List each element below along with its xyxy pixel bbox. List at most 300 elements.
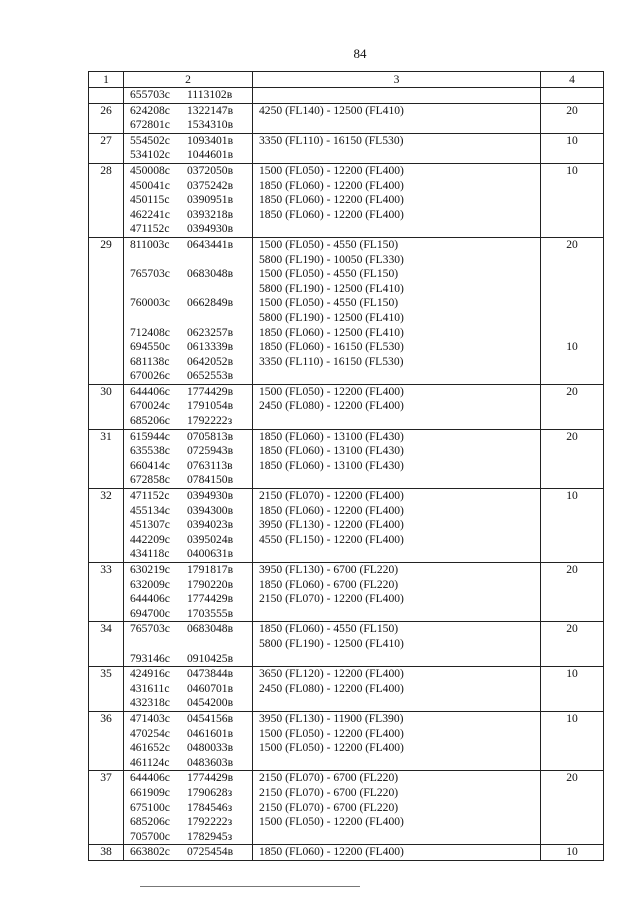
value: [541, 369, 603, 384]
code-cell: [124, 667, 253, 712]
code-b: 0725943в: [187, 444, 234, 458]
code-a: 672801c: [130, 118, 170, 132]
code-pair: [124, 179, 252, 194]
code-a: 470254c: [130, 726, 170, 740]
code-b: 0683048в: [187, 267, 234, 281]
level-range: 2150 (FL070) - 6700 (FL220): [259, 800, 399, 814]
table-row: [89, 563, 604, 622]
code-a: 424916c: [130, 667, 170, 681]
code-a: 554502c: [130, 133, 170, 147]
row-number-cell: [89, 489, 124, 563]
table-body: [89, 88, 604, 861]
value-cell: [541, 845, 604, 861]
code-cell: [124, 845, 253, 861]
level-range: [253, 148, 540, 163]
level-range: 5800 (FL190) - 10050 (FL330): [259, 252, 404, 266]
value-cell: [541, 384, 604, 429]
code-cell: [124, 563, 253, 622]
code-pair: [124, 296, 252, 311]
table-row: [89, 711, 604, 770]
code-cell: [124, 133, 253, 163]
code-a: 655703c: [130, 88, 170, 101]
code-b: 1774429в: [187, 771, 234, 785]
code-cell: [124, 622, 253, 667]
code-b: 0400631в: [187, 547, 234, 561]
code-a: 450115c: [130, 193, 170, 207]
row-number: 29: [100, 237, 112, 251]
level-range: 1850 (FL060) - 12200 (FL400): [259, 845, 404, 859]
code-pair: [124, 267, 252, 282]
code-a: 694700c: [130, 606, 170, 620]
code-b: 0705813в: [187, 429, 234, 443]
value: 20: [566, 771, 578, 785]
table-row: [89, 667, 604, 712]
table-row: [89, 237, 604, 384]
code-pair: [124, 238, 252, 253]
row-number-cell: [89, 237, 124, 384]
code-b: 1782945з: [187, 829, 233, 843]
column-header-2: 2: [124, 72, 253, 88]
code-a: 663802c: [130, 845, 170, 859]
code-cell: [124, 88, 253, 104]
row-number-cell: [89, 88, 124, 104]
code-pair: [124, 311, 252, 326]
code-b: 0394300в: [187, 503, 234, 517]
level-range: 5800 (FL190) - 12500 (FL410): [259, 636, 404, 650]
level-range: 2150 (FL070) - 6700 (FL220): [259, 785, 399, 799]
level-cell: [253, 563, 541, 622]
row-number-cell: [89, 667, 124, 712]
code-pair: [124, 193, 252, 208]
code-a: 705700c: [130, 829, 170, 843]
code-pair: [124, 696, 252, 711]
code-a: 672858c: [130, 473, 170, 487]
code-b: 0652553в: [187, 369, 234, 383]
level-range: 5800 (FL190) - 12500 (FL410): [259, 310, 404, 324]
code-pair: [124, 504, 252, 519]
code-a: 793146c: [130, 651, 170, 665]
code-pair: [124, 607, 252, 622]
level-range: 1500 (FL050) - 4550 (FL150): [259, 237, 399, 251]
code-b: 1534310в: [187, 118, 234, 132]
code-b: 0394023в: [187, 518, 234, 532]
code-a: 660414c: [130, 458, 170, 472]
airway-table: [88, 71, 604, 861]
code-a: 661909c: [130, 785, 170, 799]
level-cell: [253, 489, 541, 563]
code-a: 644406c: [130, 592, 170, 606]
value-cell: [541, 163, 604, 237]
code-b: 0662849в: [187, 296, 234, 310]
code-b: 0725454в: [187, 845, 234, 859]
level-range: 1500 (FL050) - 12200 (FL400): [259, 815, 404, 829]
code-pair: [124, 682, 252, 697]
value: [541, 253, 603, 268]
value-cell: [541, 133, 604, 163]
code-pair: [124, 771, 252, 786]
code-b: 0394930в: [187, 222, 234, 236]
level-range: 1850 (FL060) - 13100 (FL430): [259, 444, 404, 458]
code-pair: [124, 712, 252, 727]
code-a: 712408c: [130, 325, 170, 339]
level-range: 3350 (FL110) - 16150 (FL530): [259, 133, 404, 147]
code-pair: [124, 801, 252, 816]
level-cell: [253, 429, 541, 488]
code-pair: [124, 727, 252, 742]
level-cell: [253, 103, 541, 133]
row-number: 31: [100, 429, 112, 443]
level-cell: [253, 845, 541, 861]
code-b: 0623257в: [187, 325, 234, 339]
table-row: [89, 103, 604, 133]
row-number-cell: [89, 429, 124, 488]
code-a: 630219c: [130, 563, 170, 576]
code-a: 434118c: [130, 547, 170, 561]
code-pair: [124, 741, 252, 756]
value-cell: [541, 622, 604, 667]
level-range: [253, 756, 540, 771]
level-cell: [253, 771, 541, 845]
code-pair: [124, 253, 252, 268]
code-b: 0473844в: [187, 667, 234, 681]
code-b: 1792222з: [187, 815, 233, 829]
code-a: 644406c: [130, 384, 170, 398]
code-b: 0643441в: [187, 237, 234, 251]
level-range: 2450 (FL080) - 12200 (FL400): [259, 399, 404, 413]
code-b: 1790220в: [187, 577, 234, 591]
level-range: 3950 (FL130) - 6700 (FL220): [259, 563, 399, 576]
row-number-cell: [89, 163, 124, 237]
code-b: 1774429в: [187, 592, 234, 606]
code-pair: [124, 845, 252, 860]
level-range: 1850 (FL060) - 16150 (FL530): [259, 340, 404, 354]
code-a: 644406c: [130, 771, 170, 785]
level-range: 4550 (FL150) - 12200 (FL400): [259, 532, 404, 546]
code-pair: [124, 208, 252, 223]
code-a: 450008c: [130, 163, 170, 177]
value-cell: [541, 103, 604, 133]
page-number: 84: [353, 46, 367, 61]
column-header-1: 1: [89, 72, 124, 88]
code-pair: [124, 399, 252, 414]
level-cell: [253, 88, 541, 104]
table-row: [89, 384, 604, 429]
code-b: 0784150в: [187, 473, 234, 487]
row-number-cell: [89, 563, 124, 622]
code-pair: [124, 430, 252, 445]
code-pair: [124, 592, 252, 607]
row-number: 28: [100, 163, 112, 177]
code-a: 471152c: [130, 222, 170, 236]
level-range: 1850 (FL060) - 12200 (FL400): [259, 178, 404, 192]
value: 20: [566, 384, 578, 398]
code-cell: [124, 711, 253, 770]
code-b: 1044601в: [187, 148, 234, 162]
level-range: 1850 (FL060) - 13100 (FL430): [259, 429, 404, 443]
value: [541, 355, 603, 370]
level-cell: [253, 622, 541, 667]
code-b: 0375242в: [187, 178, 234, 192]
table-row: [89, 429, 604, 488]
value-cell: [541, 711, 604, 770]
row-number-cell: [89, 133, 124, 163]
value: 20: [566, 237, 578, 251]
code-a: 685206c: [130, 414, 170, 428]
code-a: 461652c: [130, 741, 170, 755]
code-b: 1791054в: [187, 399, 234, 413]
code-pair: [124, 667, 252, 682]
value: 20: [566, 103, 578, 117]
value: 20: [566, 429, 578, 443]
code-b: 1784546з: [187, 800, 233, 814]
code-cell: [124, 384, 253, 429]
code-b: 0763113в: [187, 458, 233, 472]
level-range: 1850 (FL060) - 12200 (FL400): [259, 193, 404, 207]
row-number: 37: [100, 771, 112, 785]
level-cell: [253, 163, 541, 237]
row-number-cell: [89, 771, 124, 845]
code-a: 615944c: [130, 429, 170, 443]
row-number: 33: [100, 563, 112, 576]
code-a: 432318c: [130, 696, 170, 710]
code-pair: [124, 489, 252, 504]
value-cell: [541, 237, 604, 384]
code-pair: [124, 88, 252, 103]
value: 10: [566, 845, 578, 859]
code-pair: [124, 459, 252, 474]
row-number: 38: [100, 845, 112, 859]
row-number-cell: [89, 622, 124, 667]
row-number: 34: [100, 622, 112, 636]
code-b: 0460701в: [187, 681, 234, 695]
code-a: 632009c: [130, 577, 170, 591]
level-range: [253, 369, 540, 384]
value: 10: [566, 489, 578, 503]
level-range: 1500 (FL050) - 12200 (FL400): [259, 726, 404, 740]
table-row: [89, 88, 604, 104]
code-b: 0683048в: [187, 622, 234, 636]
code-b: 1792222з: [187, 414, 233, 428]
value: 10: [566, 667, 578, 681]
value-cell: [541, 667, 604, 712]
level-range: 1500 (FL050) - 12200 (FL400): [259, 741, 404, 755]
code-b: 0613339в: [187, 340, 234, 354]
code-b: 1113102в: [187, 88, 233, 101]
code-pair: [124, 637, 252, 652]
level-range: 3650 (FL120) - 12200 (FL400): [259, 667, 404, 681]
level-range: 5800 (FL190) - 12500 (FL410): [259, 281, 404, 295]
level-range: 1500 (FL050) - 12200 (FL400): [259, 384, 404, 398]
level-range: 4250 (FL140) - 12500 (FL410): [259, 103, 404, 117]
level-range: 1500 (FL050) - 12200 (FL400): [259, 163, 404, 177]
code-pair: [124, 134, 252, 149]
code-pair: [124, 355, 252, 370]
code-cell: [124, 771, 253, 845]
code-a: 471152c: [130, 489, 170, 503]
value-cell: [541, 429, 604, 488]
code-a: 534102c: [130, 148, 170, 162]
level-range: [253, 222, 540, 237]
code-pair: [124, 622, 252, 637]
code-a: 681138c: [130, 354, 170, 368]
value: 10: [566, 711, 578, 725]
value: [541, 326, 603, 341]
level-range: [253, 607, 540, 622]
level-cell: [253, 711, 541, 770]
table-row: [89, 163, 604, 237]
level-range: 1500 (FL050) - 4550 (FL150): [259, 296, 399, 310]
level-range: [253, 696, 540, 711]
row-number: 27: [100, 133, 112, 147]
code-pair: [124, 578, 252, 593]
code-b: 1093401в: [187, 133, 234, 147]
level-range: 1850 (FL060) - 12200 (FL400): [259, 503, 404, 517]
code-b: 0483603в: [187, 755, 234, 769]
table-row: [89, 489, 604, 563]
table-row: [89, 622, 604, 667]
value-cell: [541, 88, 604, 104]
code-pair: [124, 326, 252, 341]
value-cell: [541, 771, 604, 845]
code-a: 442209c: [130, 532, 170, 546]
code-a: 685206c: [130, 815, 170, 829]
value: [541, 88, 603, 103]
code-b: 0480033в: [187, 741, 234, 755]
code-pair: [124, 222, 252, 237]
code-a: 450041c: [130, 178, 170, 192]
value: 20: [566, 622, 578, 636]
level-cell: [253, 384, 541, 429]
code-pair: [124, 756, 252, 771]
code-cell: [124, 103, 253, 133]
row-number: 32: [100, 489, 112, 503]
column-header-3: 3: [253, 72, 541, 88]
code-cell: [124, 237, 253, 384]
code-pair: [124, 444, 252, 459]
level-range: 3950 (FL130) - 11900 (FL390): [259, 711, 404, 725]
code-pair: [124, 104, 252, 119]
row-number: 35: [100, 667, 112, 681]
row-number: 30: [100, 384, 112, 398]
level-range: 2150 (FL070) - 12200 (FL400): [259, 592, 404, 606]
code-a: 635538c: [130, 444, 170, 458]
code-cell: [124, 163, 253, 237]
code-a: 670024c: [130, 399, 170, 413]
value: 10: [566, 133, 578, 147]
code-pair: [124, 830, 252, 845]
code-pair: [124, 148, 252, 163]
code-b: 0454200в: [187, 696, 234, 710]
table-row: [89, 845, 604, 861]
table-header-row: [89, 72, 604, 88]
level-range: [253, 830, 540, 845]
value-cell: [541, 563, 604, 622]
value: [541, 296, 603, 311]
level-range: 3950 (FL130) - 12200 (FL400): [259, 518, 404, 532]
row-number: [89, 88, 123, 103]
code-pair: [124, 414, 252, 429]
code-b: 0910425в: [187, 651, 234, 665]
code-pair: [124, 518, 252, 533]
code-b: 0390951в: [187, 193, 234, 207]
row-number: 36: [100, 711, 112, 725]
code-pair: [124, 282, 252, 297]
table-row: [89, 133, 604, 163]
code-a: 461124c: [130, 755, 170, 769]
code-a: 462241c: [130, 207, 170, 221]
code-a: 675100c: [130, 800, 170, 814]
code-cell: [124, 489, 253, 563]
row-number-cell: [89, 384, 124, 429]
code-b: 1791817в: [187, 563, 234, 576]
code-cell: [124, 429, 253, 488]
code-a: 431611c: [130, 681, 170, 695]
value: 10: [566, 340, 578, 354]
code-b: 0393218в: [187, 207, 234, 221]
level-cell: [253, 237, 541, 384]
level-range: [253, 414, 540, 429]
code-a: 451307c: [130, 518, 170, 532]
code-b: 1703555в: [187, 606, 234, 620]
bottom-rule: [140, 886, 360, 887]
level-range: 2150 (FL070) - 6700 (FL220): [259, 771, 399, 785]
code-a: 670026c: [130, 369, 170, 383]
value: 20: [566, 563, 578, 576]
column-header-4: 4: [541, 72, 604, 88]
code-pair: [124, 385, 252, 400]
level-range: 1850 (FL060) - 4550 (FL150): [259, 622, 399, 636]
code-pair: [124, 369, 252, 384]
code-b: 0461601в: [187, 726, 234, 740]
code-a: 760003c: [130, 296, 170, 310]
level-range: [253, 652, 540, 667]
code-b: 0372050в: [187, 163, 234, 177]
level-range: 1850 (FL060) - 12200 (FL400): [259, 207, 404, 221]
code-pair: [124, 815, 252, 830]
code-b: 1790628з: [187, 785, 233, 799]
code-a: 471403c: [130, 711, 170, 725]
table-row: [89, 771, 604, 845]
code-b: 1322147в: [187, 103, 234, 117]
value: 10: [566, 163, 578, 177]
row-number: 26: [100, 103, 112, 117]
code-a: 765703c: [130, 267, 170, 281]
level-range: 2450 (FL080) - 12200 (FL400): [259, 681, 404, 695]
code-a: 624208c: [130, 103, 170, 117]
row-number-cell: [89, 711, 124, 770]
value: [541, 267, 603, 282]
level-range: 1500 (FL050) - 4550 (FL150): [259, 267, 399, 281]
level-range: 1850 (FL060) - 6700 (FL220): [259, 577, 399, 591]
level-cell: [253, 667, 541, 712]
level-range: 1850 (FL060) - 13100 (FL430): [259, 458, 404, 472]
level-range: 3350 (FL110) - 16150 (FL530): [259, 354, 404, 368]
value: [541, 311, 603, 326]
code-b: 0454156в: [187, 711, 234, 725]
row-number-cell: [89, 103, 124, 133]
code-a: 455134c: [130, 503, 170, 517]
code-a: 811003c: [130, 237, 170, 251]
code-pair: [124, 786, 252, 801]
code-pair: [124, 533, 252, 548]
code-pair: [124, 473, 252, 488]
level-range: [253, 547, 540, 562]
code-a: 765703c: [130, 622, 170, 636]
level-range: [253, 88, 540, 103]
code-pair: [124, 563, 252, 578]
code-pair: [124, 652, 252, 667]
code-pair: [124, 340, 252, 355]
